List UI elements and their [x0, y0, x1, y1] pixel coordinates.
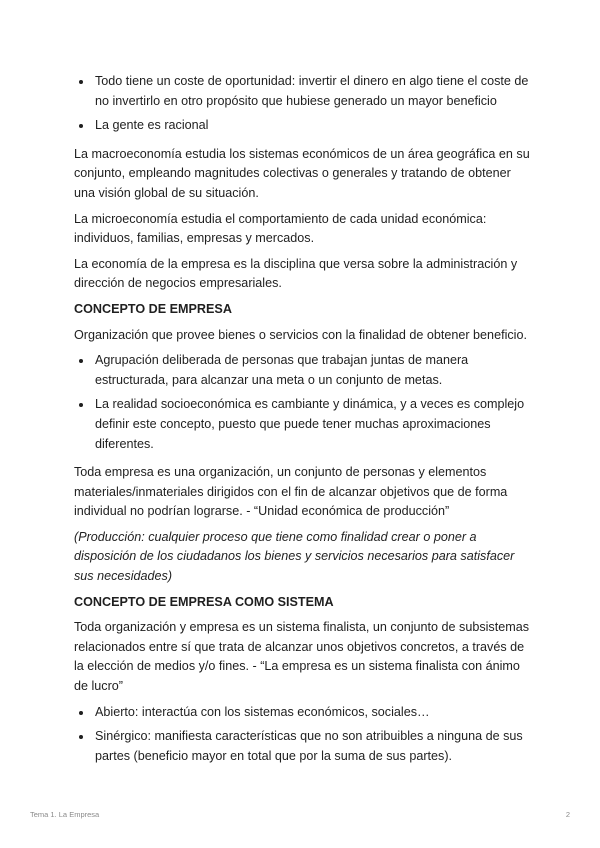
list-item: Sinérgico: manifiesta características que no son atribuibles a ninguna de sus partes (beneficio mayor en total que por la suma de sus partes).: [74, 727, 530, 766]
paragraph-sistema: Toda organización y empresa es un sistema finalista, un conjunto de subsistemas relacionados entre sí que trata de alcanzar unos objetivos concretos, a través de la elección de medios y/o fines. - “La empresa es un sistema finalista con ánimo de lucro”: [74, 620, 530, 694]
paragraph-organizacion: Toda empresa es una organización, un conjunto de personas y elementos materiales/inmateriales dirigidos con el fin de alcanzar objetivos que de forma individual no podrían lograrse. - “Unidad económica de producción”: [74, 465, 508, 519]
paragraph-microeconomia: La microeconomía estudia el comportamiento de cada unidad económica: individuos, familias, empresas y mercados.: [74, 211, 487, 246]
bullet-list-sistema: [74, 703, 530, 767]
list-item: Todo tiene un coste de oportunidad: invertir el dinero en algo tiene el coste de no invertirlo en otro propósito que hubiese generado un mayor beneficio: [74, 72, 530, 111]
bullet-list-top: [74, 72, 530, 136]
paragraph-macroeconomia: La macroeconomía estudia los sistemas económicos de un área geográfica en su conjunto, empleando magnitudes colectivas o generales y tratando de obtener una visión global de su situación.: [74, 146, 530, 200]
footer-title: Tema 1. La Empresa: [30, 810, 100, 819]
list-item: La gente es racional: [74, 116, 530, 136]
document-body: [74, 72, 530, 775]
list-item: Agrupación deliberada de personas que trabajan juntas de manera estructurada, para alcanzar una meta o un conjunto de metas.: [74, 351, 530, 390]
page-number: 2: [565, 810, 570, 819]
bullet-list-empresa: [74, 351, 530, 454]
section-heading-empresa: CONCEPTO DE EMPRESA: [74, 301, 232, 316]
list-item: La realidad socioeconómica es cambiante y dinámica, y a veces es complejo definir este concepto, puesto que puede tener muchas aproximaciones diferentes.: [74, 395, 530, 454]
paragraph-definicion: Organización que provee bienes o servicios con la finalidad de obtener beneficio.: [74, 327, 527, 342]
paragraph-economia-empresa: La economía de la empresa es la disciplina que versa sobre la administración y dirección de negocios empresariales.: [74, 256, 518, 291]
list-item: Abierto: interactúa con los sistemas económicos, sociales…: [74, 703, 530, 723]
note-produccion: (Producción: cualquier proceso que tiene como finalidad crear o poner a disposición de los ciudadanos los bienes y servicios necesarios para satisfacer sus necesidades): [74, 529, 515, 584]
section-heading-sistema: CONCEPTO DE EMPRESA COMO SISTEMA: [74, 594, 334, 609]
